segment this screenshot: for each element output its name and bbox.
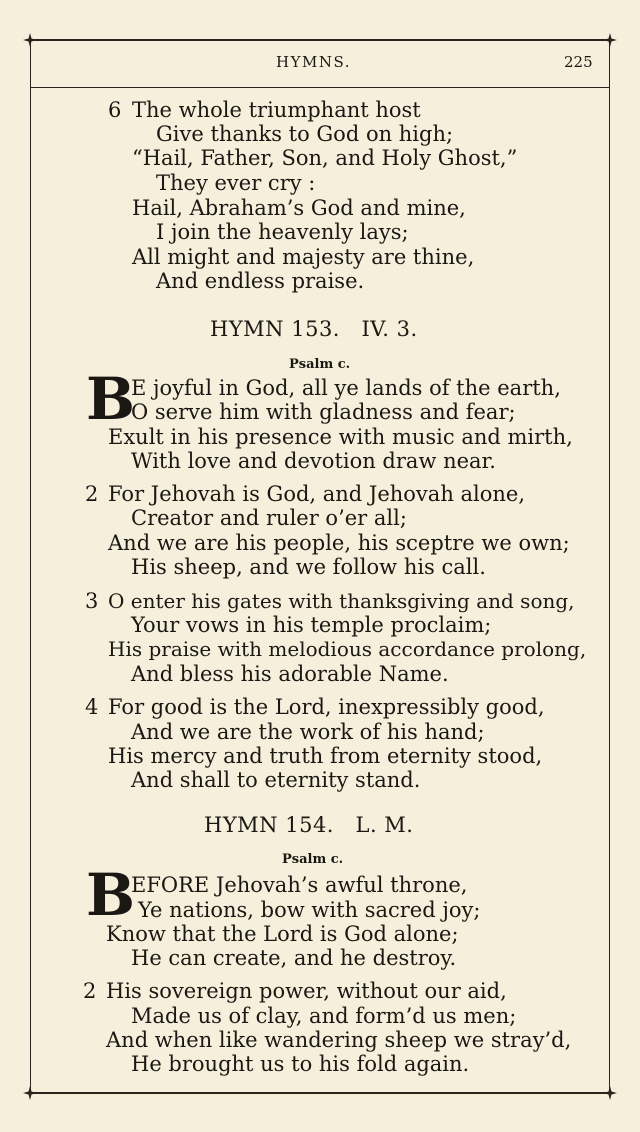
verse-line: For Jehovah is God, and Jehovah alone, [108, 482, 526, 506]
hymn-source: Psalm c. [289, 357, 351, 372]
verse-line: And endless praise. [156, 269, 365, 293]
left-rule [30, 39, 31, 1094]
verse-number: 2 [85, 482, 99, 506]
verse-line: Made us of clay, and form’d us men; [131, 1004, 517, 1028]
verse-number: 4 [85, 695, 99, 719]
verse-line: “Hail, Father, Son, and Holy Ghost,” [132, 146, 518, 170]
corner-ornament-icon [603, 1086, 617, 1100]
verse-line: And bless his adorable Name. [131, 662, 449, 686]
verse-number: 3 [85, 589, 99, 613]
verse-line: His sovereign power, without our aid, [106, 979, 507, 1003]
hymn-title: HYMN 153. IV. 3. [210, 317, 418, 341]
verse-line: The whole triumphant host [132, 98, 421, 122]
verse-line: His praise with melodious accordance prolong, [108, 637, 587, 661]
verse-line: Hail, Abraham’s God and mine, [132, 196, 466, 220]
right-rule [609, 39, 610, 1094]
verse-line: Creator and ruler o’er all; [131, 506, 407, 530]
verse-line: His sheep, and we follow his call. [131, 555, 486, 579]
drop-cap: B [86, 365, 136, 433]
verse-line: Give thanks to God on high; [156, 122, 454, 146]
verse-number: 6 [108, 98, 122, 122]
verse-line: And we are the work of his hand; [131, 720, 485, 744]
verse-number: 2 [83, 979, 97, 1003]
verse-line: All might and majesty are thine, [132, 245, 475, 269]
verse-line: And shall to eternity stand. [131, 768, 421, 792]
verse-line: EFORE Jehovah’s awful throne, [131, 873, 468, 897]
verse-line: He brought us to his fold again. [131, 1052, 470, 1076]
top-rule [30, 39, 610, 41]
verse-line: For good is the Lord, inexpressibly good, [108, 695, 545, 719]
corner-ornament-icon [603, 33, 617, 47]
bottom-rule [30, 1092, 610, 1094]
verse-line: And when like wandering sheep we stray’d, [106, 1028, 572, 1052]
verse-line: I join the heavenly lays; [156, 220, 409, 244]
verse-line: He can create, and he destroy. [131, 946, 457, 970]
verse-line: O serve him with gladness and fear; [131, 400, 516, 424]
verse-line: Exult in his presence with music and mirth, [108, 425, 573, 449]
hymn-source: Psalm c. [282, 852, 344, 867]
drop-cap: B [86, 861, 136, 929]
corner-ornament-icon [23, 33, 37, 47]
hymn-title: HYMN 154. L. M. [204, 813, 414, 837]
verse-line: His mercy and truth from eternity stood, [108, 744, 543, 768]
running-head: HYMNS. [276, 53, 351, 71]
verse-line: With love and devotion draw near. [131, 449, 496, 473]
verse-line: They ever cry : [156, 171, 316, 195]
verse-line: Your vows in his temple proclaim; [131, 613, 492, 637]
verse-line: And we are his people, his sceptre we own; [108, 531, 570, 555]
page-number: 225 [564, 53, 593, 71]
verse-line: E joyful in God, all ye lands of the earth, [131, 376, 561, 400]
verse-line: O enter his gates with thanksgiving and song, [108, 589, 575, 613]
header-underline [30, 87, 610, 88]
corner-ornament-icon [23, 1086, 37, 1100]
verse-line: Know that the Lord is God alone; [106, 922, 459, 946]
verse-line: Ye nations, bow with sacred joy; [138, 898, 481, 922]
page-header [0, 53, 640, 77]
